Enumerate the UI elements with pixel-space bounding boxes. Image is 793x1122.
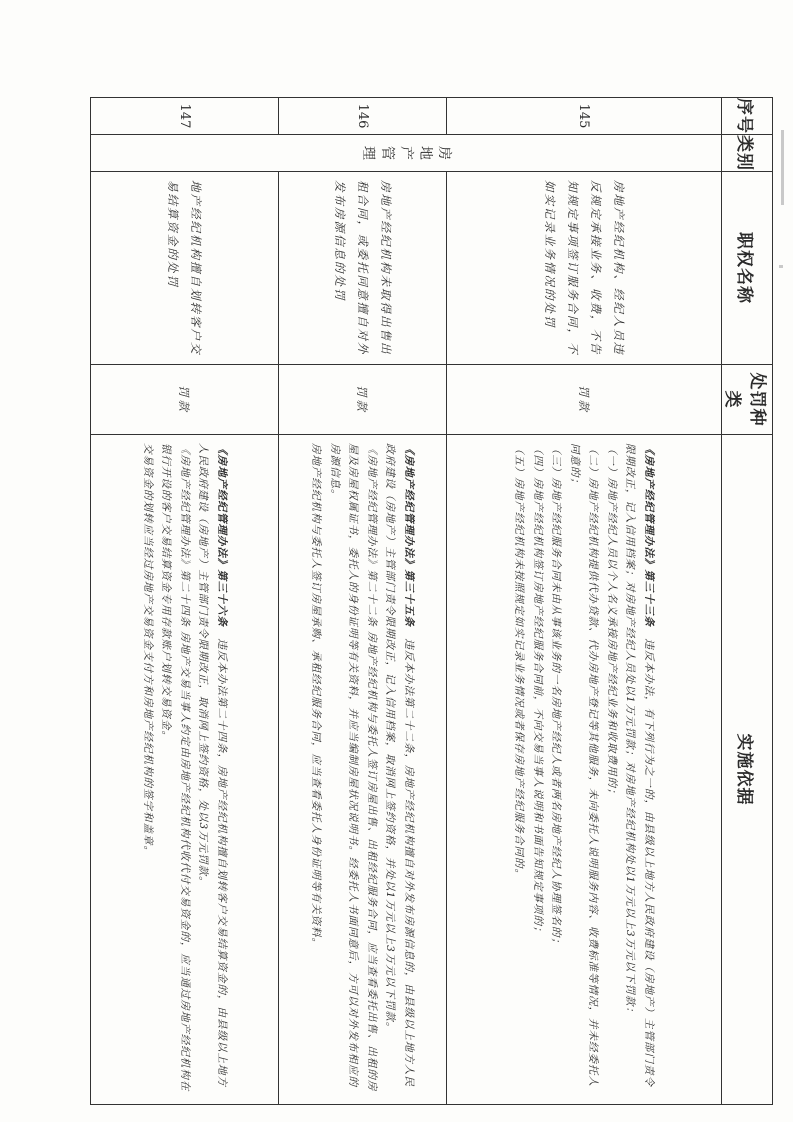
table-row (447, 98, 722, 1105)
rotated-page (98, 97, 773, 1104)
table-header-row (722, 98, 773, 1105)
row-seq: 145 (447, 98, 722, 135)
basis-line: 违反本办法，有下列行为之一的，由县级以上地方人民政府建设（房地产）主管部门责令限期改正，记入信用档案；对房地产经纪人员处以1万元罚款；对房地产经纪机构处以1万元以上3万元以下罚款： (624, 443, 655, 1087)
header-name: 职权名称 (722, 172, 773, 365)
basis-line: 《房地产经纪管理办法》第二十二条 房地产经纪机构与委托人签订房屋出售、出租经纪服务合同，应当查看委托出售、出租的房屋及房屋权属证书，委托人的身份证明等有关资料，并应当编制房屋状况说明书。经委托人书面同意后，方可以对外发布相应的房源信息。 (329, 443, 378, 1092)
table-row (279, 98, 447, 1105)
row-basis (91, 435, 279, 1105)
header-penalty-type: 处罚种类 (722, 365, 773, 435)
basis-line: 交易资金的划转应当经过房地产交易资金支付方和房地产经纪机构的签字和盖章。 (141, 443, 154, 857)
row-penalty-type: 罚款 (447, 365, 722, 435)
basis-line: 房地产经纪机构与委托人签订房屋承购、承租经纪服务合同，应当查看委托人身份证明等有关资料。 (310, 443, 323, 949)
basis-law: 《房地产经纪管理办法》 (403, 443, 415, 570)
basis-line: 《房地产经纪管理办法》第二十四条 房地产交易当事人约定由房地产经纪机构代收代付交易资金的，应当通过房地产经纪机构在银行开设的客户交易结算资金专用存款账户划转交易资金。 (160, 443, 191, 1092)
basis-line: （四）房地产经纪机构签订房地产经纪服务合同前，不向交易当事人说明和书面告知规定事项的； (532, 443, 544, 938)
row-category (91, 135, 722, 172)
header-basis: 实施依据 (722, 435, 773, 1105)
basis-line: （三）房地产经纪服务合同未由从事该业务的一名房地产经纪人或者两名房地产经纪人协理签名的； (550, 443, 563, 949)
row-name: 房地产经纪机构、经纪人员违反规定承接业务、收费，不告知规定事项签订服务合同，不如实记录业务情况的处罚 (447, 172, 722, 365)
header-category: 类别 (722, 135, 773, 172)
basis-article: 第三十三条 (643, 569, 655, 627)
row-penalty-type: 罚款 (91, 365, 279, 435)
row-penalty-type: 罚款 (279, 365, 447, 435)
row-name: 房地产经纪机构未取得出售出租合同，或委托同意擅自对外发布房源信息的处罚 (279, 172, 447, 365)
category-text: 房地产管理 (360, 146, 453, 160)
basis-line: （二）房地产经纪机构提供代办贷款、代办房地产登记等其他服务，未向委托人说明服务内容、收费标准等情况，并未经委托人同意的； (569, 443, 600, 1087)
basis-line: （一）房地产经纪人员以个人名义承接房地产经纪业务和收取费用的； (606, 443, 618, 800)
basis-article: 第三十六条 (215, 569, 228, 627)
basis-law: 《房地产经纪管理办法》 (643, 443, 655, 570)
scan-mark (781, 130, 784, 205)
row-basis (447, 435, 722, 1105)
basis-line: 违反本办法第二十二条，房地产经纪机构擅自对外发布房源信息的，由县级以上地方人民政府建设（房地产）主管部门责令限期改正，记入信用档案，取消网上签约资格，并处以1万元以上3万元以下罚款。 (384, 443, 415, 1087)
header-seq: 序号 (722, 98, 773, 135)
table-row (91, 98, 279, 1105)
basis-line: （五）房地产经纪机构未按照规定如实记录业务情况或者保存房地产经纪服务合同的。 (513, 443, 526, 880)
penalty-table (90, 97, 773, 1105)
basis-line: 违反本办法第二十四条，房地产经纪机构擅自划转客户交易结算资金的，由县级以上地方人民政府建设（房地产）主管部门责令限期改正，取消网上签约资格，处以3万元罚款。 (197, 443, 228, 1087)
basis-article: 第三十五条 (403, 569, 415, 627)
row-seq: 147 (91, 98, 279, 135)
row-name: 地产经纪机构擅自划转客户交易结算资金的处罚 (91, 172, 279, 365)
row-basis (279, 435, 447, 1105)
basis-law: 《房地产经纪管理办法》 (215, 443, 228, 570)
scan-mark (779, 265, 783, 268)
row-seq: 146 (279, 98, 447, 135)
